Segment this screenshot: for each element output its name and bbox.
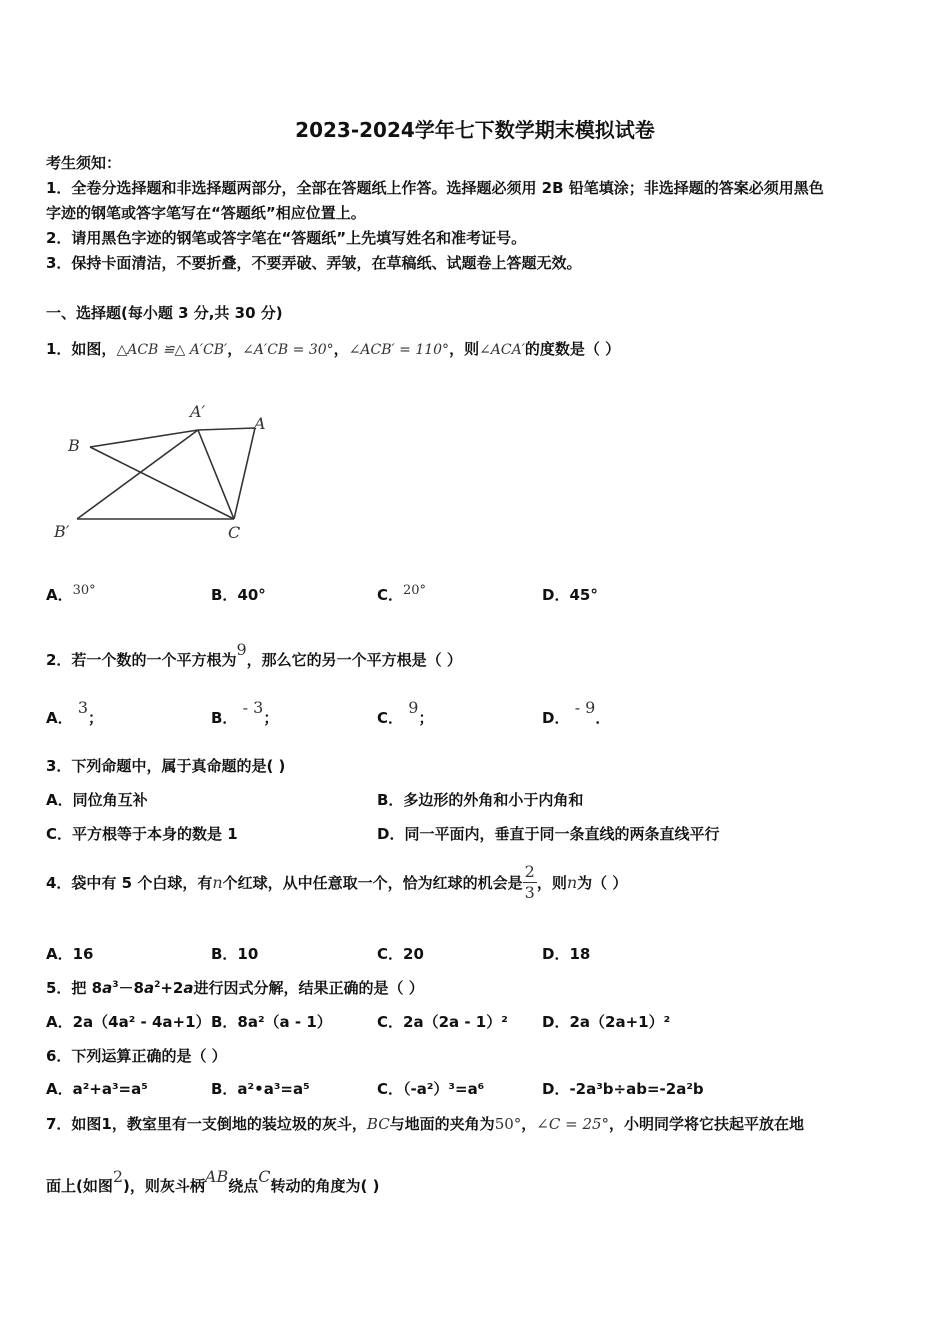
question-5	[46, 977, 424, 998]
option-value: 45°	[569, 586, 598, 604]
question-7-line-2	[46, 1167, 380, 1196]
q6-option-d[interactable]: D．-2a³b÷ab=-2a²b	[542, 1080, 704, 1098]
q7-text: 面上(如图	[46, 1177, 113, 1195]
option-letter: C．	[377, 586, 404, 604]
q1-condition-3: ∠ACB′ = 110°	[348, 342, 450, 358]
q5-text-post: 进行因式分解，结果正确的是（ ）	[193, 979, 424, 997]
q5-var: a	[143, 979, 155, 997]
q2-option-d[interactable]	[542, 698, 611, 728]
q1-option-a[interactable]	[46, 584, 96, 605]
q4-text-post: ，则	[536, 874, 567, 892]
notice-heading: 考生须知：	[46, 154, 122, 172]
notice-line1b: 字迹的钢笔或答字笔写在“答题纸”相应位置上。	[46, 204, 366, 222]
label-A: A	[254, 414, 266, 433]
q4-option-c[interactable]: C．20	[377, 945, 424, 963]
q5-option-b[interactable]: B．8a²（a - 1）	[211, 1013, 332, 1031]
q5-option-d[interactable]: D．2a（2a+1）²	[542, 1013, 671, 1031]
q5-option-a[interactable]: A．2a（4a² - 4a+1）	[46, 1013, 211, 1031]
option-value: 20°	[403, 583, 427, 598]
label-C: C	[228, 523, 241, 542]
fraction-numerator: 2	[524, 862, 535, 881]
q7-sep: ，	[521, 1115, 537, 1133]
label-B-prime: B′	[54, 522, 70, 541]
question-2	[46, 640, 462, 670]
q1-condition-2: ∠A′CB = 30°	[242, 342, 334, 358]
q2-option-a[interactable]	[46, 698, 104, 728]
q5-op: －8	[118, 979, 144, 997]
option-value: 30°	[72, 583, 96, 598]
q3-option-b[interactable]: B．多边形的外角和小于内角和	[377, 791, 584, 809]
q4-fraction	[523, 862, 537, 903]
q1-option-d[interactable]	[542, 584, 598, 605]
option-end: ．	[595, 709, 611, 727]
label-A-prime: A′	[190, 402, 206, 421]
q7-text-end: 转动的角度为( )	[270, 1177, 380, 1195]
option-letter: A．	[46, 586, 73, 604]
option-letter: B．	[211, 586, 238, 604]
notice-line3: 3．保持卡面清洁，不要折叠，不要弄破、弄皱，在草稿纸、试题卷上答题无效。	[46, 254, 582, 272]
q1-target-angle: ∠ACA′	[479, 342, 525, 358]
option-letter: C．	[377, 709, 404, 727]
segment-AC	[234, 428, 255, 519]
question-3: 3．下列命题中，属于真命题的是( )	[46, 757, 286, 775]
q7-angle-2: ∠C = 25°	[536, 1115, 610, 1133]
q3-option-c[interactable]: C．平方根等于本身的数是 1	[46, 825, 238, 843]
option-value: 3	[77, 698, 89, 717]
label-B: B	[68, 436, 80, 455]
q6-option-b[interactable]: B．a²•a³=a⁵	[211, 1080, 310, 1098]
q5-var: a	[183, 979, 194, 997]
option-end: ；	[88, 709, 104, 727]
q5-var: a	[102, 979, 113, 997]
option-value: 9	[408, 698, 419, 717]
q2-text: 2．若一个数的一个平方根为	[46, 651, 237, 669]
question-6: 6．下列运算正确的是（ ）	[46, 1047, 227, 1065]
q1-then: ，则	[449, 340, 480, 358]
q4-var-n: n	[566, 873, 578, 892]
q7-text-mid: )，则灰斗柄	[123, 1177, 205, 1195]
notice-line2: 2．请用黑色字迹的钢笔或答字笔在“答题纸”上先填写姓名和准考证号。	[46, 229, 527, 247]
q5-op: +2	[160, 979, 184, 997]
section-heading: 一、选择题(每小题 3 分,共 30 分)	[46, 304, 283, 322]
q4-option-d[interactable]: D．18	[542, 945, 591, 963]
q7-angle-1: 50°	[494, 1115, 522, 1133]
q6-option-c[interactable]: C．（-a²）³=a⁶	[377, 1080, 485, 1098]
option-value: - 3	[242, 698, 264, 717]
q5-exp: 2	[154, 980, 161, 990]
option-end: ；	[418, 709, 434, 727]
q4-option-a[interactable]: A．16	[46, 945, 94, 963]
q7-text-mid2: ，小明同学将它扶起平放在地	[609, 1115, 805, 1133]
option-letter: D．	[542, 709, 570, 727]
option-letter: B．	[211, 709, 238, 727]
q1-tail: 的度数是（ ）	[524, 340, 621, 358]
q5-option-c[interactable]: C．2a（2a - 1）²	[377, 1013, 508, 1031]
segment-A-prime-C	[198, 430, 234, 519]
segment-BA-prime	[90, 430, 198, 447]
q6-option-a[interactable]: A．a²+a³=a⁵	[46, 1080, 148, 1098]
q2-option-b[interactable]	[211, 698, 279, 728]
question-4	[46, 862, 627, 903]
option-end: ；	[263, 709, 279, 727]
q2-value: 9	[236, 640, 247, 659]
q3-option-d[interactable]: D．同一平面内，垂直于同一条直线的两条直线平行	[377, 825, 720, 843]
q7-figure-number: 2	[112, 1167, 124, 1186]
q1-number: 1．如图，	[46, 340, 117, 358]
fraction-denominator: 3	[524, 883, 535, 902]
segment-A-prime-A	[198, 428, 255, 430]
option-letter: D．	[542, 586, 570, 604]
q7-text-mid2: 绕点	[228, 1177, 259, 1195]
notice-line1: 1．全卷分选择题和非选择题两部分，全部在答题纸上作答。选择题必须用 2B 铅笔填涂；非选择题的答案必须用黑色	[46, 179, 824, 197]
segment-A-prime-B-prime	[77, 430, 198, 519]
q2-option-c[interactable]	[377, 698, 434, 728]
q1-triangle-figure	[48, 395, 288, 545]
q4-text-mid: 个红球，从中任意取一个，恰为红球的机会是	[222, 874, 523, 892]
q5-text: 5．把 8	[46, 979, 103, 997]
option-value: - 9	[574, 698, 596, 717]
q7-text: 7．如图1，教室里有一支倒地的装垃圾的灰斗，	[46, 1115, 367, 1133]
option-value: 40°	[237, 586, 266, 604]
q7-text-mid: 与地面的夹角为	[389, 1115, 495, 1133]
segment-BC	[90, 447, 234, 519]
q1-option-c[interactable]	[377, 584, 426, 605]
q7-segment-bc: BC	[366, 1115, 390, 1133]
q1-condition-1: △ACB ≌△ A′CB′	[116, 342, 228, 358]
q5-exp: 3	[112, 980, 119, 990]
question-7-line-1	[46, 1113, 804, 1134]
q3-option-a[interactable]: A．同位角互补	[46, 791, 148, 809]
q1-option-b[interactable]	[211, 584, 266, 605]
q7-segment-ab: AB	[204, 1167, 229, 1186]
q4-var-n: n	[212, 873, 223, 892]
q7-point-c: C	[258, 1167, 271, 1186]
page-title: 2023-2024学年七下数学期末模拟试卷	[295, 118, 655, 142]
question-1	[46, 338, 620, 359]
q4-text: 4．袋中有 5 个白球，有	[46, 874, 213, 892]
q4-text-end: 为（ ）	[577, 874, 628, 892]
option-letter: A．	[46, 709, 73, 727]
q4-option-b[interactable]: B．10	[211, 945, 259, 963]
q1-sep: ，	[333, 340, 349, 358]
q2-text-post: ，那么它的另一个平方根是（ ）	[246, 651, 462, 669]
q1-sep: ，	[227, 340, 243, 358]
